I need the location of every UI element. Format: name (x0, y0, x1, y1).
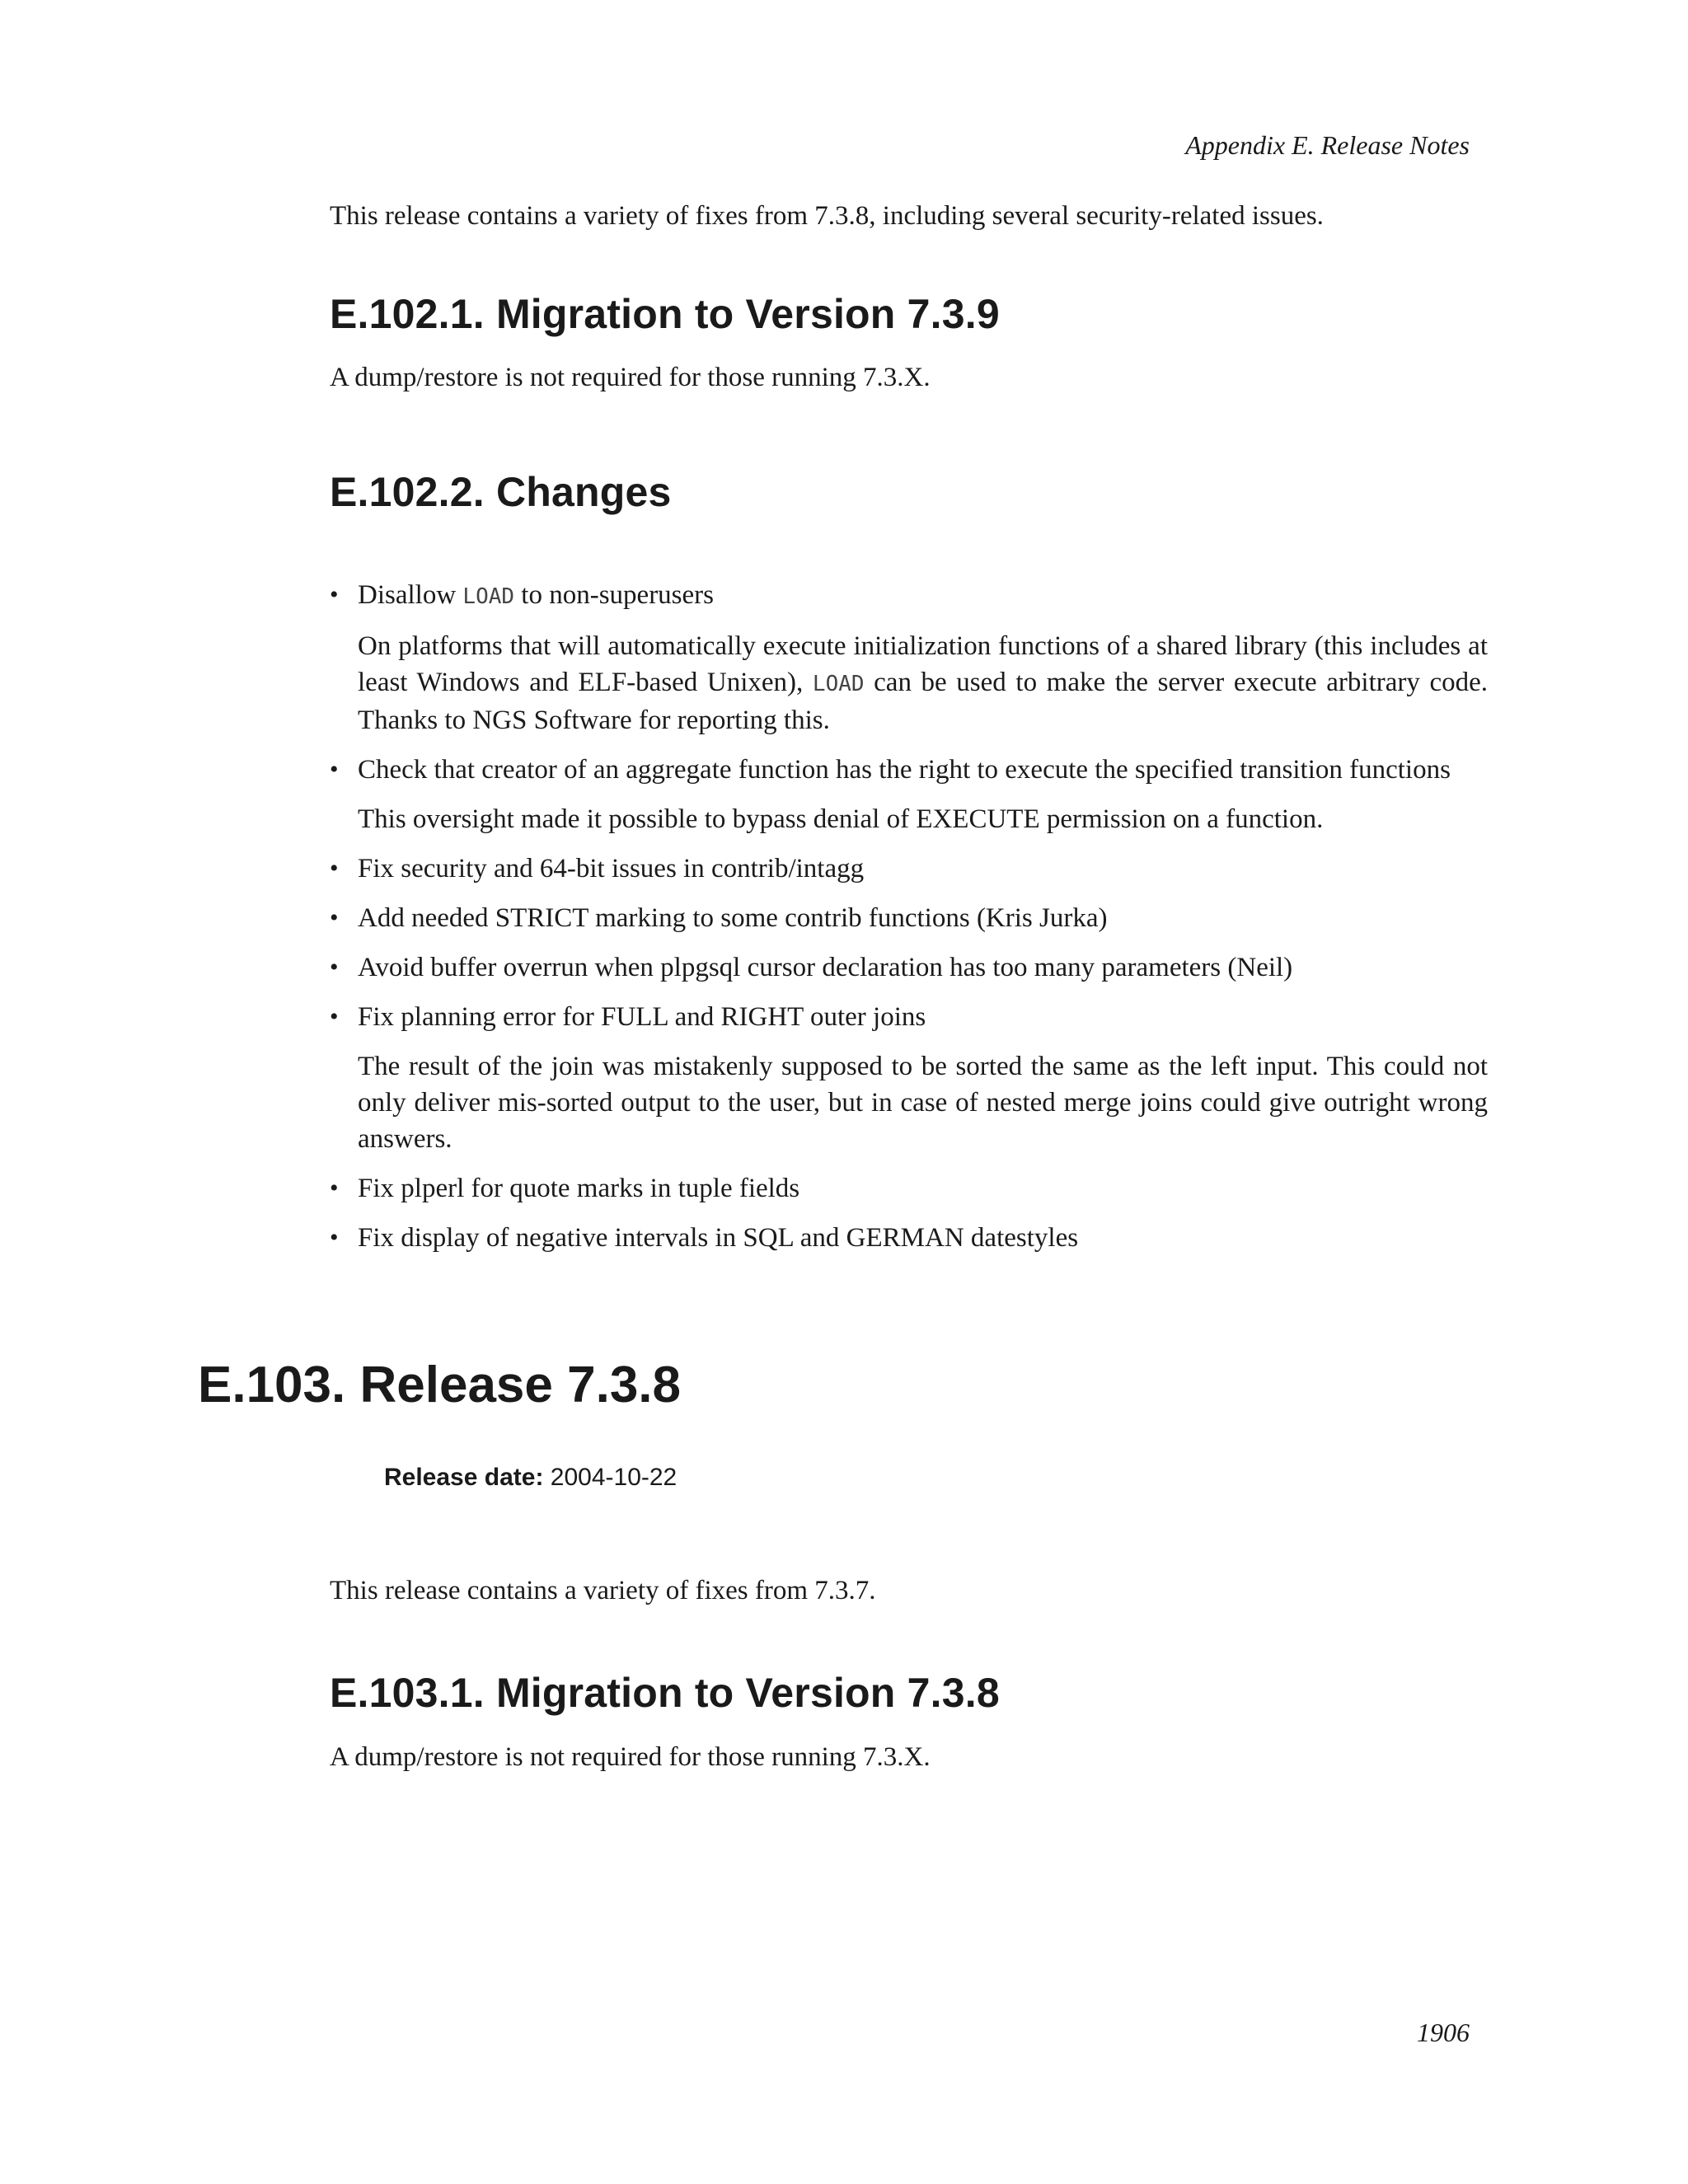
list-item-main: Fix planning error for FULL and RIGHT outer joins (358, 1002, 926, 1032)
list-item-text: Disallow (358, 580, 463, 610)
bullet-icon: • (330, 581, 339, 608)
list-item-main: Avoid buffer overrun when plpgsql cursor declaration has too many parameters (Neil) (358, 953, 1293, 982)
migration-heading-7-3-9: E.102.1. Migration to Version 7.3.9 (330, 291, 1000, 337)
migration-paragraph-7-3-8: A dump/restore is not required for those running 7.3.X. (330, 1742, 931, 1772)
list-item-main: Add needed STRICT marking to some contrib functions (Kris Jurka) (358, 903, 1108, 933)
page-number: 1906 (1417, 2018, 1470, 2047)
list-item (330, 900, 1488, 936)
list-item-detail: The result of the join was mistakenly supposed to be sorted the same as the left input. This could not only deliver mis-sorted output to the user, but in case of nested merge joins could give outright wrong answers. (358, 1052, 1488, 1154)
list-item (330, 577, 1488, 738)
release-date-label: Release date: (384, 1464, 544, 1491)
list-item (330, 999, 1488, 1157)
list-item-main: Fix display of negative intervals in SQL and GERMAN datestyles (358, 1223, 1079, 1253)
bullet-icon: • (330, 904, 339, 931)
changes-list (330, 577, 1488, 1269)
bullet-icon: • (330, 756, 339, 783)
section-intro-paragraph: This release contains a variety of fixes from 7.3.7. (330, 1576, 876, 1605)
list-item (330, 1170, 1488, 1207)
bullet-icon: • (330, 954, 339, 981)
release-date-value: 2004-10-22 (550, 1464, 678, 1491)
list-item-main: Fix plperl for quote marks in tuple fields (358, 1174, 800, 1203)
migration-paragraph-7-3-9: A dump/restore is not required for those running 7.3.X. (330, 363, 931, 392)
section-intro-paragraph: This release contains a variety of fixes from 7.3.8, including several security-related issues. (330, 201, 1324, 231)
list-item-text: to non-superusers (514, 580, 715, 610)
list-item-main: Fix security and 64-bit issues in contrib/intagg (358, 854, 865, 883)
list-item-main (358, 577, 1488, 615)
bullet-icon: • (330, 855, 339, 882)
release-heading-7-3-8: E.103. Release 7.3.8 (198, 1357, 682, 1413)
release-date (384, 1464, 677, 1492)
list-item-text: On platforms that will automatically execute initialization functions of a shared library (this includes at least Windows and ELF-based Unixen), (358, 631, 1488, 697)
list-item-main: Check that creator of an aggregate function has the right to execute the specified transition functions (358, 755, 1451, 785)
code-literal: LOAD (462, 584, 515, 609)
bullet-icon: • (330, 1003, 339, 1030)
list-item (330, 1220, 1488, 1256)
list-item (330, 752, 1488, 837)
code-literal: LOAD (812, 672, 865, 696)
running-header: Appendix E. Release Notes (1185, 130, 1470, 160)
bullet-icon: • (330, 1174, 339, 1202)
list-item-text: can be used to make the server execute arbitrary code. Thanks to NGS Software for reporting this. (358, 668, 1489, 735)
list-item (330, 851, 1488, 887)
list-item-detail: This oversight made it possible to bypass denial of EXECUTE permission on a function. (358, 804, 1324, 834)
changes-heading: E.102.2. Changes (330, 469, 672, 515)
list-item (330, 949, 1488, 986)
list-item-detail (358, 628, 1488, 738)
migration-heading-7-3-8: E.103.1. Migration to Version 7.3.8 (330, 1670, 1000, 1716)
bullet-icon: • (330, 1224, 339, 1251)
